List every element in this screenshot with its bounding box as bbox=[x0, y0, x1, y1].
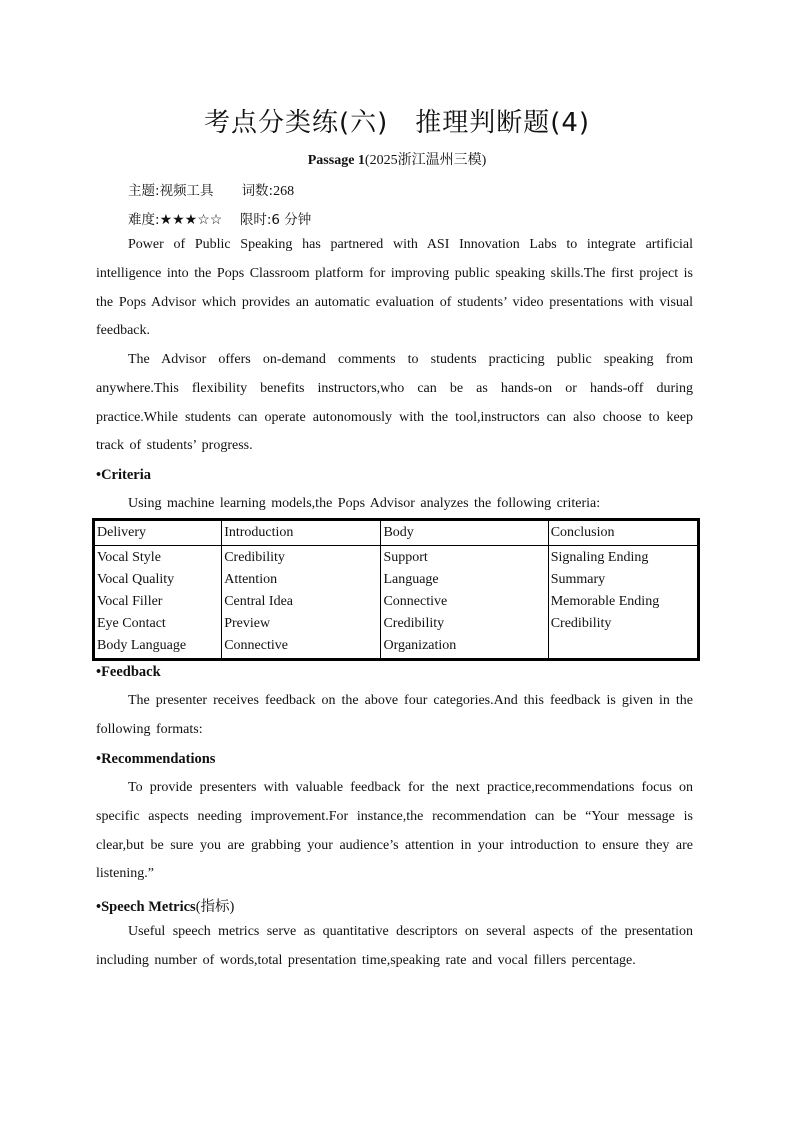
criterion-item: Language bbox=[383, 572, 439, 587]
criterion-item: Vocal Quality bbox=[97, 572, 175, 587]
conclusion-cell bbox=[548, 546, 698, 660]
criterion-item: Attention bbox=[224, 572, 278, 587]
passage-subtitle bbox=[0, 149, 794, 169]
table-header-cell: Conclusion bbox=[548, 520, 698, 546]
criterion-item: Memorable Ending bbox=[550, 594, 660, 609]
criterion-item: Signaling Ending bbox=[550, 550, 649, 565]
criterion-item: Eye Contact bbox=[97, 616, 166, 631]
difficulty-stars: ★★★☆☆ bbox=[159, 213, 223, 228]
criterion-item: Support bbox=[383, 550, 428, 565]
paragraph-2: The Advisor offers on-demand comments to students practicing public speaking from anywhere.This flexibility benefits instructors,who can be as hands-on or hands-off during practice.While students can operate autonomously with the tool,instructors can also choose to keep track of students’ progress. bbox=[96, 352, 693, 454]
difficulty-label: 难度: bbox=[128, 212, 160, 228]
criterion-item: Body Language bbox=[97, 638, 187, 653]
time-value: 6 分钟 bbox=[271, 212, 312, 228]
topic-label: 主题: bbox=[128, 183, 160, 199]
criterion-item: Connective bbox=[383, 594, 448, 609]
meta-row-difficulty bbox=[128, 208, 311, 229]
heading-feedback: •Feedback bbox=[96, 664, 161, 680]
table-header-cell: Body bbox=[381, 520, 548, 546]
criterion-item: Summary bbox=[550, 572, 606, 587]
heading-speech-metrics bbox=[96, 895, 234, 916]
topic-value: 视频工具 bbox=[159, 183, 214, 199]
criterion-item: Connective bbox=[224, 638, 288, 653]
words-value: 268 bbox=[273, 184, 295, 199]
passage-label: Passage 1 bbox=[307, 153, 365, 168]
heading-metrics-zh: (指标) bbox=[195, 899, 235, 915]
paragraph-3: Using machine learning models,the Pops Advisor analyzes the following criteria: bbox=[128, 496, 601, 511]
meta-row-topic bbox=[128, 179, 294, 200]
criterion-item: Credibility bbox=[550, 616, 612, 631]
table-header-cell: Introduction bbox=[222, 520, 381, 546]
introduction-cell bbox=[222, 546, 381, 660]
paragraph-1: Power of Public Speaking has partnered with ASI Innovation Labs to integrate artificial intelligence into the Pops Classroom platform for improving public speaking skills.The first project is the Pops Advisor which provides an automatic evaluation of students’ video presentations with visual feedback. bbox=[96, 237, 693, 339]
delivery-cell bbox=[94, 546, 222, 660]
criterion-item: Credibility bbox=[224, 550, 285, 565]
words-label: 词数: bbox=[241, 183, 274, 199]
table-header-cell: Delivery bbox=[94, 520, 222, 546]
passage-source: (2025浙江温州三模) bbox=[364, 153, 487, 168]
criterion-item: Organization bbox=[383, 638, 457, 653]
body-cell bbox=[381, 546, 548, 660]
time-label: 限时: bbox=[239, 212, 272, 228]
paragraph-6: Useful speech metrics serve as quantitative descriptors on several aspects of the presentation including number of words,total presentation time,speaking rate and vocal fillers percentage. bbox=[96, 924, 693, 968]
paragraph-4: The presenter receives feedback on the above four categories.And this feedback is given in the following formats: bbox=[96, 693, 693, 737]
criterion-item: Central Idea bbox=[224, 594, 293, 609]
criterion-item: Preview bbox=[224, 616, 271, 631]
criteria-table bbox=[92, 518, 700, 661]
heading-criteria: •Criteria bbox=[96, 467, 151, 483]
criterion-item: Vocal Style bbox=[97, 550, 161, 565]
heading-recommendations: •Recommendations bbox=[96, 751, 216, 767]
page-title: 考点分类练(六) 推理判断题(4) bbox=[203, 108, 591, 138]
criterion-item: Credibility bbox=[383, 616, 445, 631]
table-row bbox=[94, 546, 699, 660]
table-header-row bbox=[94, 520, 699, 546]
heading-metrics-en: •Speech Metrics bbox=[96, 899, 196, 915]
paragraph-5: To provide presenters with valuable feedback for the next practice,recommendations focus on specific aspects needing improvement.For instance,the recommendation can be “Your message is clear,but be sure you are grabbing your audience’s attention in your introduction to ensure they are listening.” bbox=[96, 780, 693, 882]
criterion-item: Vocal Filler bbox=[97, 594, 163, 609]
